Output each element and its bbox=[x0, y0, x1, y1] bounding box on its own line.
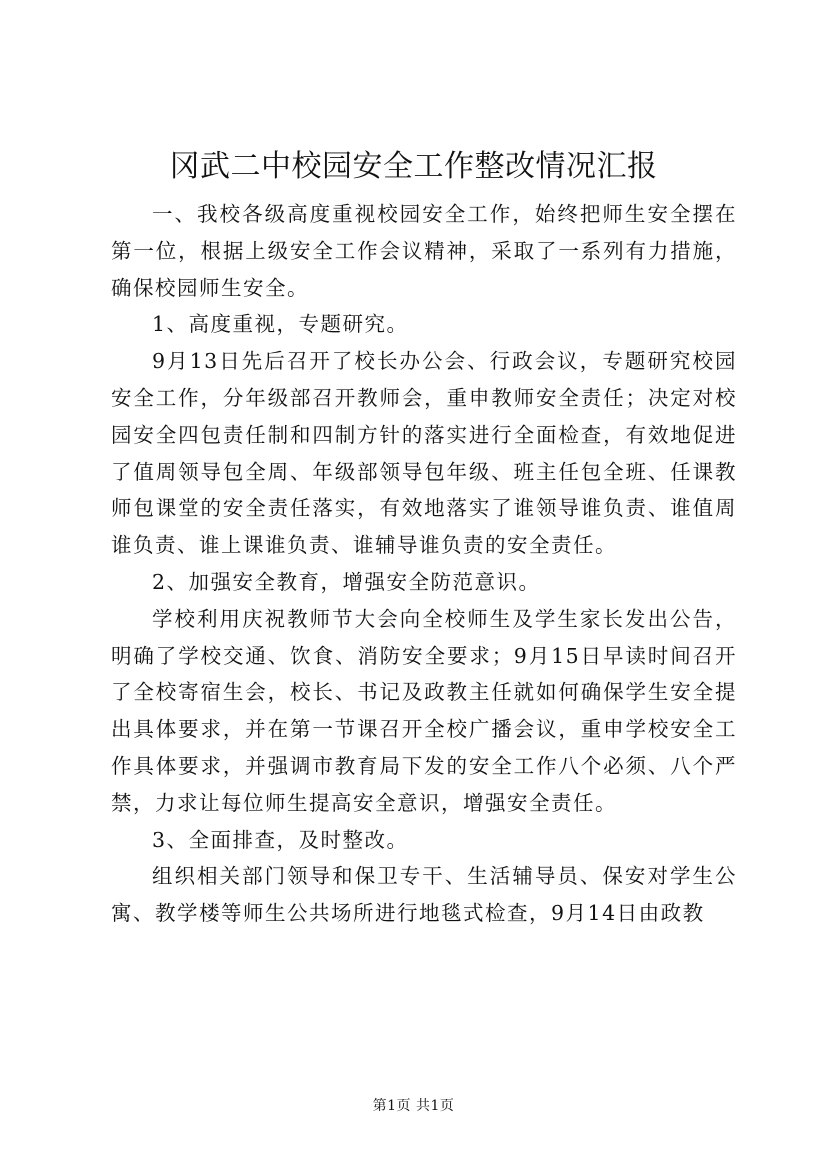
document-body bbox=[111, 196, 737, 932]
document-title: 冈武二中校园安全工作整改情况汇报 bbox=[169, 149, 658, 184]
paragraph-3: 学校利用庆祝教师节大会向全校师生及学生家长发出公告，明确了学校交通、饮食、消防安全要求；9月15日早读时间召开了全校寄宿生会，校长、书记及政教主任就如何确保学生安全提出具体要求，并在第一节课召开全校广播会议，重申学校安全工作具体要求，并强调市教育局下发的安全工作八个必须、八个严禁，力求让每位师生提高安全意识，增强安全责任。 bbox=[111, 606, 737, 815]
paragraph-1: 一、我校各级高度重视校园安全工作，始终把师生安全摆在第一位，根据上级安全工作会议精神，采取了一系列有力措施，确保校园师生安全。 bbox=[111, 202, 737, 300]
section-heading-1: 1、高度重视，专题研究。 bbox=[152, 312, 409, 337]
paragraph-2: 9月13日先后召开了校长办公会、行政会议，专题研究校园安全工作，分年级部召开教师会，重申教师安全责任；决定对校园安全四包责任制和四制方针的落实进行全面检查，有效地促进了值周领导包全周、年级部领导包年级、班主任包全班、任课教师包课堂的安全责任落实，有效地落实了谁领导谁负责、谁值周谁负责、谁上课谁负责、谁辅导谁负责的安全责任。 bbox=[111, 349, 737, 558]
paragraph-4: 组织相关部门领导和保卫专干、生活辅导员、保安对学生公寓、教学楼等师生公共场所进行地毯式检查，9月14日由政教 bbox=[111, 864, 737, 926]
section-heading-3: 3、全面排查，及时整改。 bbox=[152, 827, 409, 852]
section-heading-2: 2、加强安全教育，增强安全防范意识。 bbox=[152, 569, 541, 594]
page-footer: 第1页 共1页 bbox=[372, 1098, 455, 1114]
